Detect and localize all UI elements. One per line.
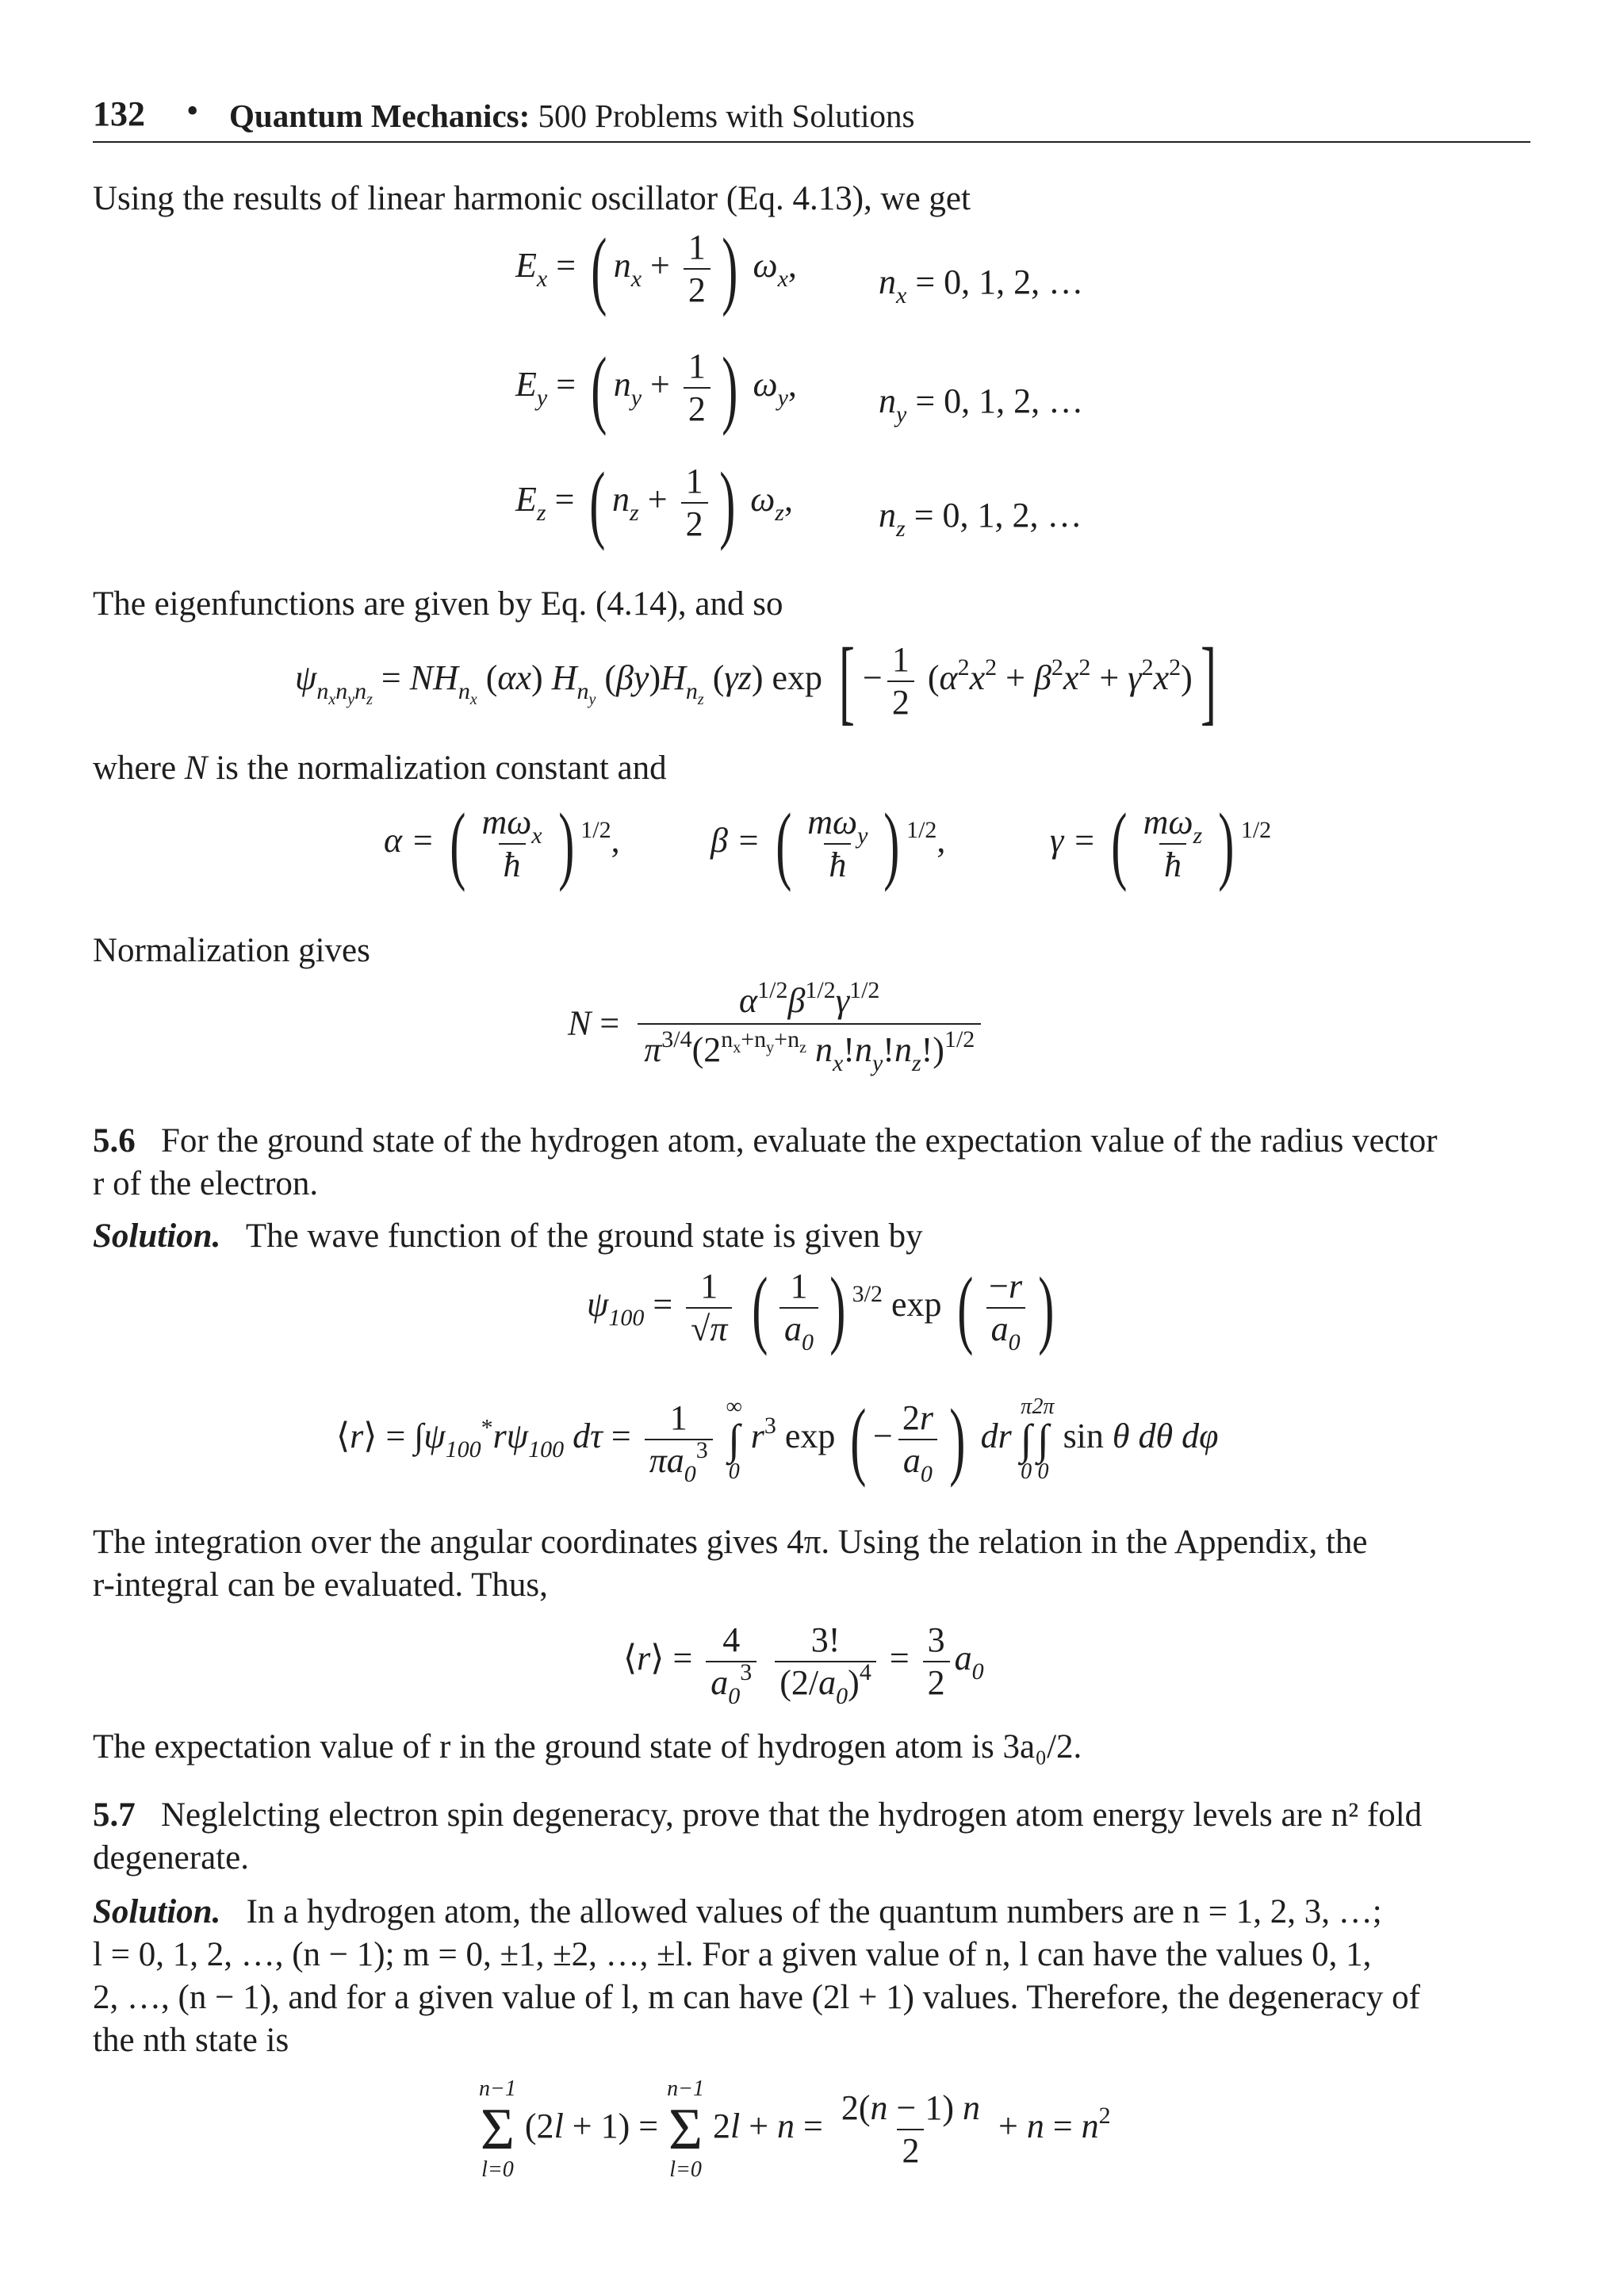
equation-energy-z: $E_z$ = ( $n_z$ + $\frac{1}{2}$ ) $\omega_z$,	[515, 454, 793, 551]
equation-energy-y: $E_y$ = ( $n_y$ + $\frac{1}{2}$ ) $\omega_y$,	[515, 339, 797, 436]
equation-energy-x: $E_x$ = ( $n_x$ + $\frac{1}{2}$ ) $\omega_x$,	[515, 220, 797, 317]
running-header	[93, 91, 1530, 143]
equation-range-x: $n_x = 0$, 1, 2, …	[879, 263, 1084, 309]
equation-beta: β = ( $\frac{m\omega_y}{ħ}$ ) $^{1/2}$,	[710, 796, 946, 892]
paragraph-normalization: Normalization gives	[93, 932, 370, 969]
paragraph-expectation-result: The expectation value of r in the ground state of hydrogen atom is 3a₀/2.	[93, 1728, 1082, 1766]
equation-alpha: α = ( $\frac{m\omega_x}{ħ}$ ) $^{1/2}$,	[384, 796, 620, 892]
paragraph-intro: Using the results of linear harmonic oscillator (Eq. 4.13), we get	[93, 180, 971, 217]
page-number: 132	[93, 94, 145, 133]
problem-5-7-solution-line4: the nth state is	[93, 2022, 289, 2059]
problem-5-7-solution-line2: l = 0, 1, 2, …, (n − 1); m = 0, ±1, ±2, …, ±l. For a given value of n, l can have the values 0, 1,	[93, 1936, 1372, 1973]
header-bullet: •	[186, 91, 199, 130]
problem-5-6-statement: 5.6 For the ground state of the hydrogen atom, evaluate the expectation value of the radius vector	[93, 1122, 1438, 1160]
equation-r-result: ⟨r⟩ = $\frac{4}{a_0^3}$ $\frac{3!}{(2/a_0)^4}$ = $\frac{3}{2}$ $a_0$	[623, 1620, 984, 1709]
book-title	[229, 97, 914, 135]
equation-degeneracy-sum: n−1 Σ l=0 (2l + 1) = n−1 Σ l=0 2l + n = $\frac{2(n - 1) n}{2}$ + $n = n^2$	[479, 2076, 1111, 2182]
paragraph-eigenfunctions: The eigenfunctions are given by Eq. (4.14), and so	[93, 585, 783, 623]
equation-gamma: γ = ( $\frac{m\omega_z}{ħ}$ ) $^{1/2}$	[1050, 796, 1272, 892]
equation-normalization: N = $\frac{\alpha^{1/2}\beta^{1/2}\gamma^{1/2}}{\pi^{3/4}(2^{n_x+n_y+n_z} n_x!n_y!n_z!)^{1/2}}$	[568, 983, 986, 1070]
equation-range-y: $n_y = 0$, 1, 2, …	[879, 381, 1084, 427]
equation-psi100: $\psi_{100}$ = $\frac{1}{√\pi}$ ( $\frac{1}{a_0}$ ) $^{3/2}$ exp ( $\frac{-r}{a_0}$ )	[587, 1259, 1055, 1356]
equation-eigenfunction: $\psi_{n_xn_yn_z} = NH_{n_x}$ (αx) $H_{n_y}$ $(\beta y)H_{n_z}$ (γz) exp [ − $\frac{1}{2}$ $(\alpha^2x^2 + \beta^2x^2 + \gamma^2x^2)$]	[295, 628, 1216, 734]
problem-5-7-statement: 5.7 Neglelcting electron spin degeneracy, prove that the hydrogen atom energy levels are n² fold	[93, 1796, 1423, 1834]
problem-5-7-solution: Solution. In a hydrogen atom, the allowed values of the quantum numbers are n = 1, 2, 3, …;	[93, 1893, 1382, 1930]
problem-5-7-solution-line3: 2, …, (n − 1), and for a given value of l, m can have (2l + 1) values. Therefore, the degeneracy of	[93, 1979, 1420, 2016]
paragraph-angular: The integration over the angular coordinates gives 4π. Using the relation in the Appendix, the	[93, 1524, 1368, 1561]
paragraph-where-N: where N is the normalization constant and	[93, 750, 667, 787]
book-title-bold: Quantum Mechanics:	[229, 98, 530, 134]
book-subtitle: 500 Problems with Solutions	[538, 98, 915, 134]
problem-5-6-solution: Solution. The wave function of the ground state is given by	[93, 1217, 923, 1255]
equation-r-integral: ⟨r⟩ = $\int\psi_{100}^*r\psi_{100}$ dτ = $\frac{1}{\pi a_0^3}$ ∞ ∫ 0 $r^3$ exp ( − $\frac{2r}{a_0}$ ) dr π ∫ 0 2π ∫ 0 sin θ dθ dφ	[336, 1391, 1219, 1488]
problem-5-7-statement-cont: degenerate.	[93, 1839, 249, 1877]
paragraph-angular-cont: r-integral can be evaluated. Thus,	[93, 1566, 548, 1604]
equation-range-z: $n_z = 0$, 1, 2, …	[879, 496, 1082, 542]
problem-5-6-statement-cont: r of the electron.	[93, 1165, 319, 1202]
